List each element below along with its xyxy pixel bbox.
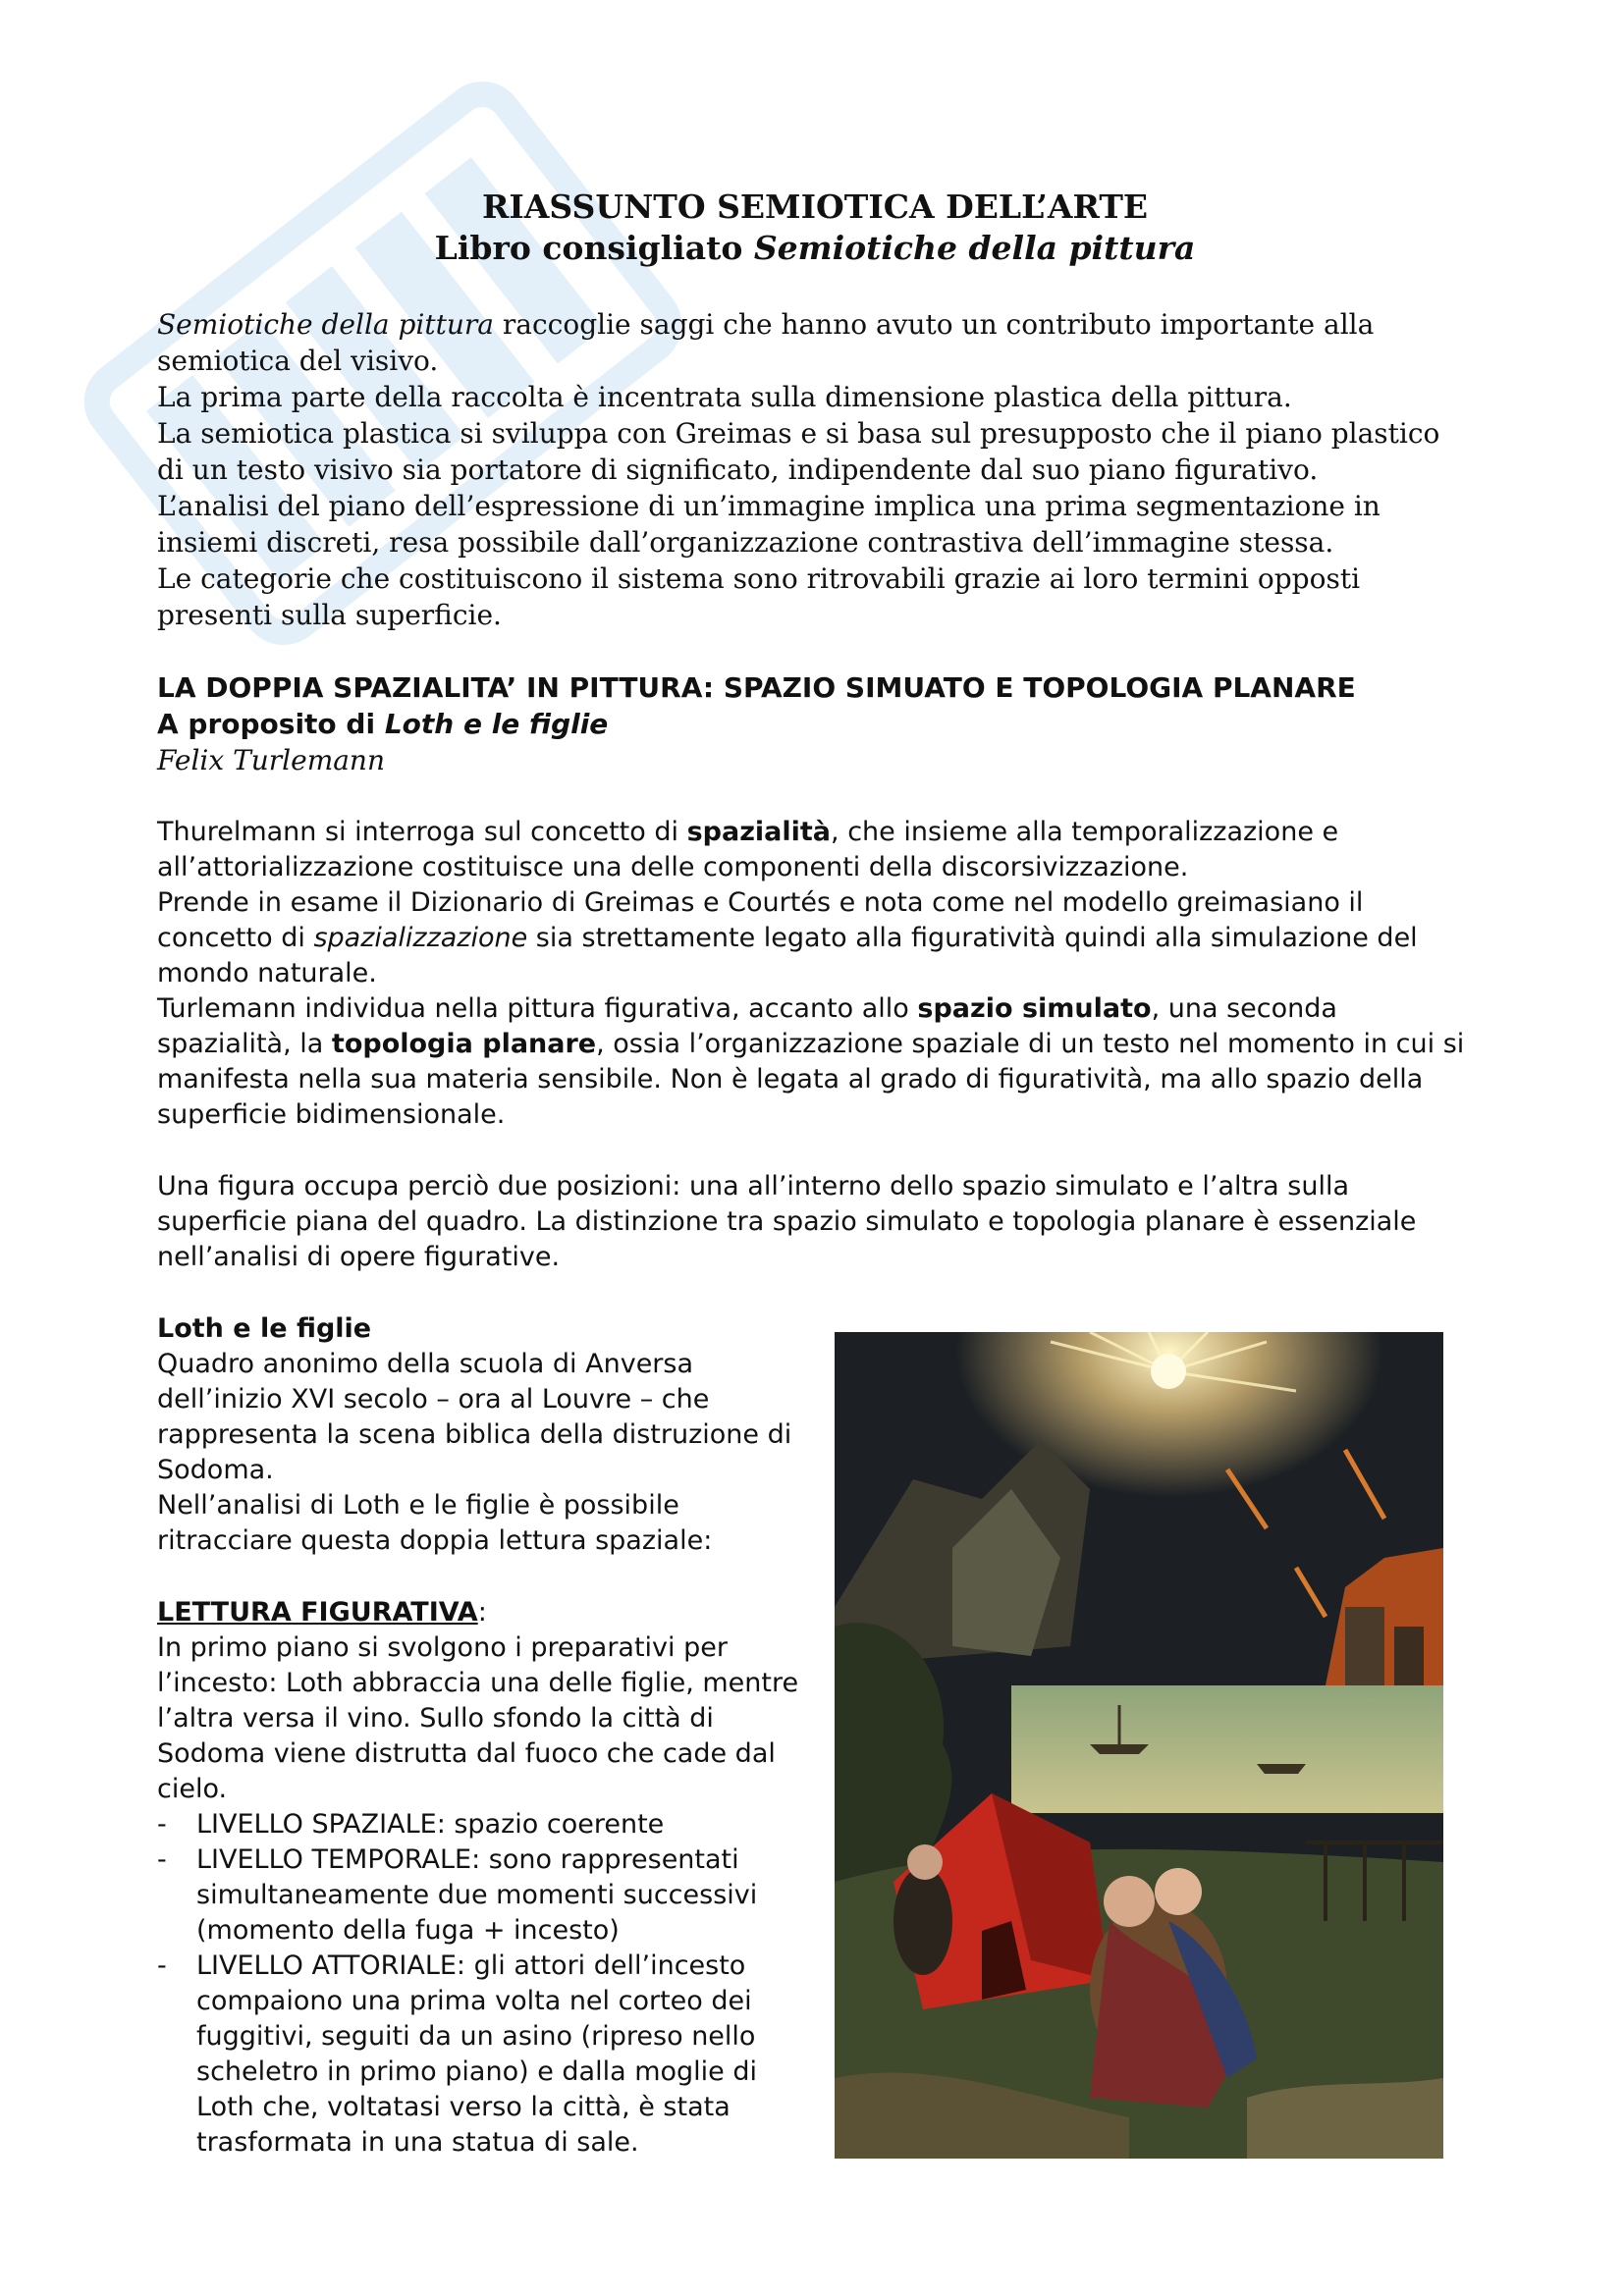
- intro-paragraph: L’analisi del piano dell’espressione di un’immagine implica una prima segmentazione in insiemi discreti, resa possibile dall’organizzazione contrastiva dell’immagine stessa.: [157, 490, 1380, 559]
- levels-list: [157, 1807, 805, 2161]
- loth-column: [157, 1311, 805, 2161]
- intro-paragraph: La prima parte della raccolta è incentrata sulla dimensione plastica della pittura.: [157, 381, 1292, 413]
- painting-image: [835, 1332, 1443, 2159]
- loth-heading: Loth e le figlie: [157, 1313, 372, 1344]
- section-heading: LA DOPPIA SPAZIALITA’ IN PITTURA: SPAZIO SIMUATO E TOPOLOGIA PLANARE: [157, 671, 1356, 704]
- loth-paragraph: Quadro anonimo della scuola di Anversa dell’inizio XVI secolo – ora al Louvre – che rappresenta la scena biblica della distruzione di Sodoma.: [157, 1349, 792, 1485]
- list-item: - LIVELLO TEMPORALE: sono rappresentati simultaneamente due momenti successivi (momento della fuga + incesto): [157, 1842, 805, 1949]
- document-title: RIASSUNTO SEMIOTICA DELL’ARTE: [481, 187, 1149, 226]
- body-paragraph: Una figura occupa perciò due posizioni: una all’interno dello spazio simulato e l’altra sulla superficie piana del quadro. La distinzione tra spazio simulato e topologia planare è essenziale nell’analisi di opere figurative.: [157, 1171, 1417, 1272]
- intro-paragraph: Le categorie che costituiscono il sistema sono ritrovabili grazie ai loro termini opposti presenti sulla superficie.: [157, 562, 1361, 631]
- document-subtitle: Libro consigliato Semiotiche della pittura: [434, 229, 1196, 267]
- loth-paragraph: Nell’analisi di Loth e le figlie è possibile ritracciare questa doppia lettura spaziale:: [157, 1490, 713, 1556]
- intro-paragraph: Semiotiche della pittura raccoglie saggi che hanno avuto un contributo importante alla semiotica del visivo.: [157, 308, 1375, 377]
- intro-paragraph: La semiotica plastica si sviluppa con Greimas e si basa sul presupposto che il piano plastico di un testo visivo sia portatore di significato, indipendente dal suo piano figurativo.: [157, 417, 1440, 486]
- list-item: - LIVELLO ATTORIALE: gli attori dell’incesto compaiono una prima volta nel corteo dei fuggitivi, seguiti da un asino (ripreso nello scheletro in primo piano) e dalla moglie di Loth che, voltatasi verso la città, è stata trasformata in una statua di sale.: [157, 1949, 805, 2161]
- body-paragraph: Prende in esame il Dizionario di Greimas e Courtés e nota come nel modello greimasiano il concetto di spazializzazione sia strettamente legato alla figuratività quindi alla simulazione del mondo naturale.: [157, 887, 1418, 988]
- reading-heading: LETTURA FIGURATIVA:: [157, 1597, 487, 1628]
- body-paragraph: Turlemann individua nella pittura figurativa, accanto allo spazio simulato, una seconda spazialità, la topologia planare, ossia l’organizzazione spaziale di un testo nel momento in cui si manifesta nella sua materia sensibile. Non è legata al grado di figuratività, ma allo spazio della superficie bidimensionale.: [157, 993, 1465, 1130]
- section-subheading: A proposito di Loth e le figlie: [157, 708, 609, 740]
- body-paragraph: Thurelmann si interroga sul concetto di spazialità, che insieme alla temporalizzazione e all’attorializzazione costituisce una delle componenti della discorsivizzazione.: [157, 817, 1339, 882]
- reading-paragraph: In primo piano si svolgono i preparativi per l’incesto: Loth abbraccia una delle figlie, mentre l’altra versa il vino. Sullo sfondo la città di Sodoma viene distrutta dal fuoco che cade dal cielo.: [157, 1632, 799, 1804]
- section-author: Felix Turlemann: [157, 744, 385, 776]
- list-item: - LIVELLO SPAZIALE: spazio coerente: [157, 1807, 805, 1842]
